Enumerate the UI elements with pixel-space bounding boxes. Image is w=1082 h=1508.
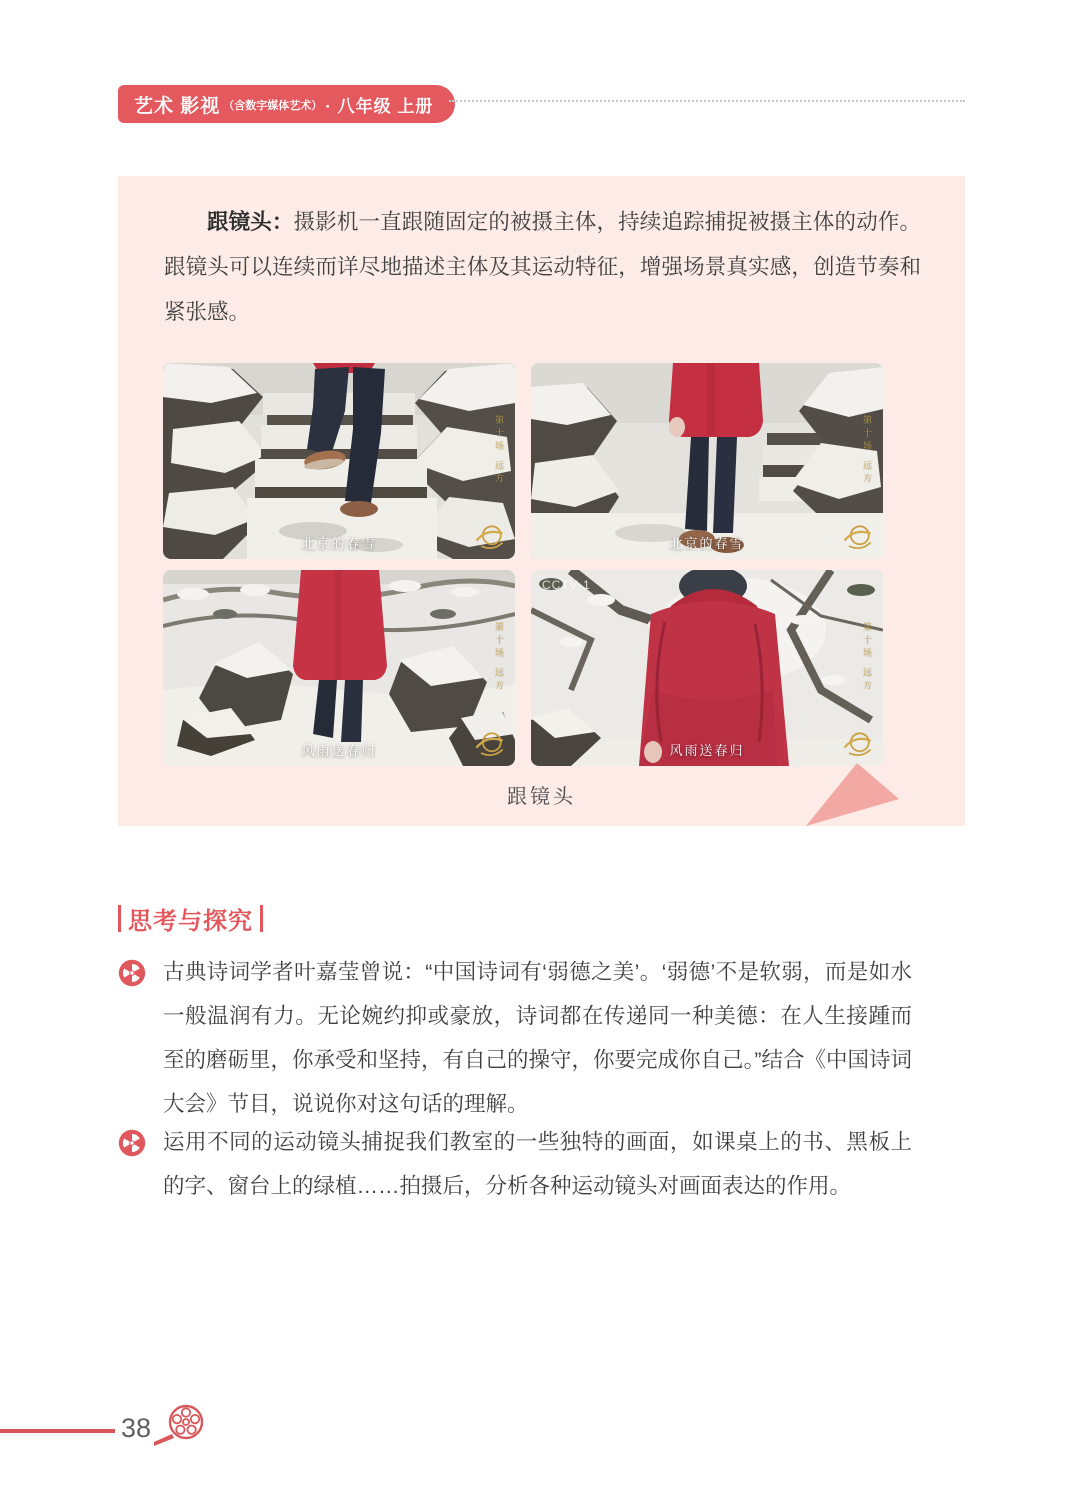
still-subtitle: 风雨送春归	[301, 743, 377, 758]
video-still-4	[531, 570, 883, 766]
still-subtitle: 风雨送春归	[669, 743, 745, 758]
figure-caption: 跟镜头	[507, 786, 576, 808]
snow-trees-closeup-scene-icon	[531, 570, 883, 766]
snow-garden-scene-icon	[163, 570, 515, 766]
episode-side-text: 第十场 远方	[862, 622, 872, 694]
section-heading-label: 思考与探究	[128, 908, 253, 935]
concept-term: 跟镜头：	[207, 210, 294, 234]
page-number: 38	[121, 1413, 152, 1443]
exercise-text: 古典诗词学者叶嘉莹曾说：“中国诗词有‘弱德之美’。‘弱德’不是软弱，而是如水一般温润有力。无论婉约抑或豪放，诗词都在传递同一种美德：在人生接踵而至的磨砺里，你承受和坚持，有自己的操守，你要完成你自己。”结合《中国诗词大会》节目，说说你对这句话的理解。	[163, 960, 912, 1116]
heading-right-bar	[260, 905, 263, 932]
film-reel-footer-icon	[152, 1400, 212, 1454]
film-reel-bullet-icon	[118, 1129, 146, 1157]
exercise-item-2	[118, 1120, 912, 1208]
heading-left-bar	[118, 905, 121, 932]
header-dotted-rule	[449, 100, 965, 102]
series-subtitle: （含数字媒体艺术）	[223, 100, 323, 112]
video-still-1	[163, 363, 515, 559]
still-subtitle: 北京的春雪	[301, 536, 377, 551]
corner-triangle-decoration-icon	[794, 756, 910, 826]
concept-definition	[164, 200, 921, 335]
exercise-item-1	[118, 950, 912, 1126]
concept-box	[118, 176, 965, 826]
section-heading-thinking	[118, 901, 263, 936]
film-reel-bullet-icon	[118, 959, 146, 987]
snow-steps-scene-icon	[163, 363, 515, 559]
still-subtitle: 北京的春雪	[669, 536, 745, 551]
snow-steps-figure-scene-icon	[531, 363, 883, 559]
episode-side-text: 第十场 远方	[494, 415, 504, 487]
tv-channel-watermark: CCTV-1	[542, 578, 591, 592]
exercise-text: 运用不同的运动镜头捕捉我们教室的一些独特的画面，如课桌上的书、黑板上的字、窗台上的绿植……拍摄后，分析各种运动镜头对画面表达的作用。	[163, 1130, 912, 1198]
video-still-2	[531, 363, 883, 559]
chapter-banner	[118, 85, 455, 123]
episode-side-text: 第十场 远方	[862, 415, 872, 487]
footer-rule	[0, 1429, 115, 1433]
episode-side-text: 第十场 远方	[494, 622, 504, 694]
grade-label: · 八年级 上册	[325, 96, 434, 116]
series-title: 艺术 影视	[134, 95, 221, 117]
video-still-3	[163, 570, 515, 766]
video-stills-grid	[163, 363, 883, 766]
concept-definition-text: 摄影机一直跟随固定的被摄主体，持续追踪捕捉被摄主体的动作。跟镜头可以连续而详尽地描述主体及其运动特征，增强场景真实感，创造节奏和紧张感。	[164, 210, 921, 324]
